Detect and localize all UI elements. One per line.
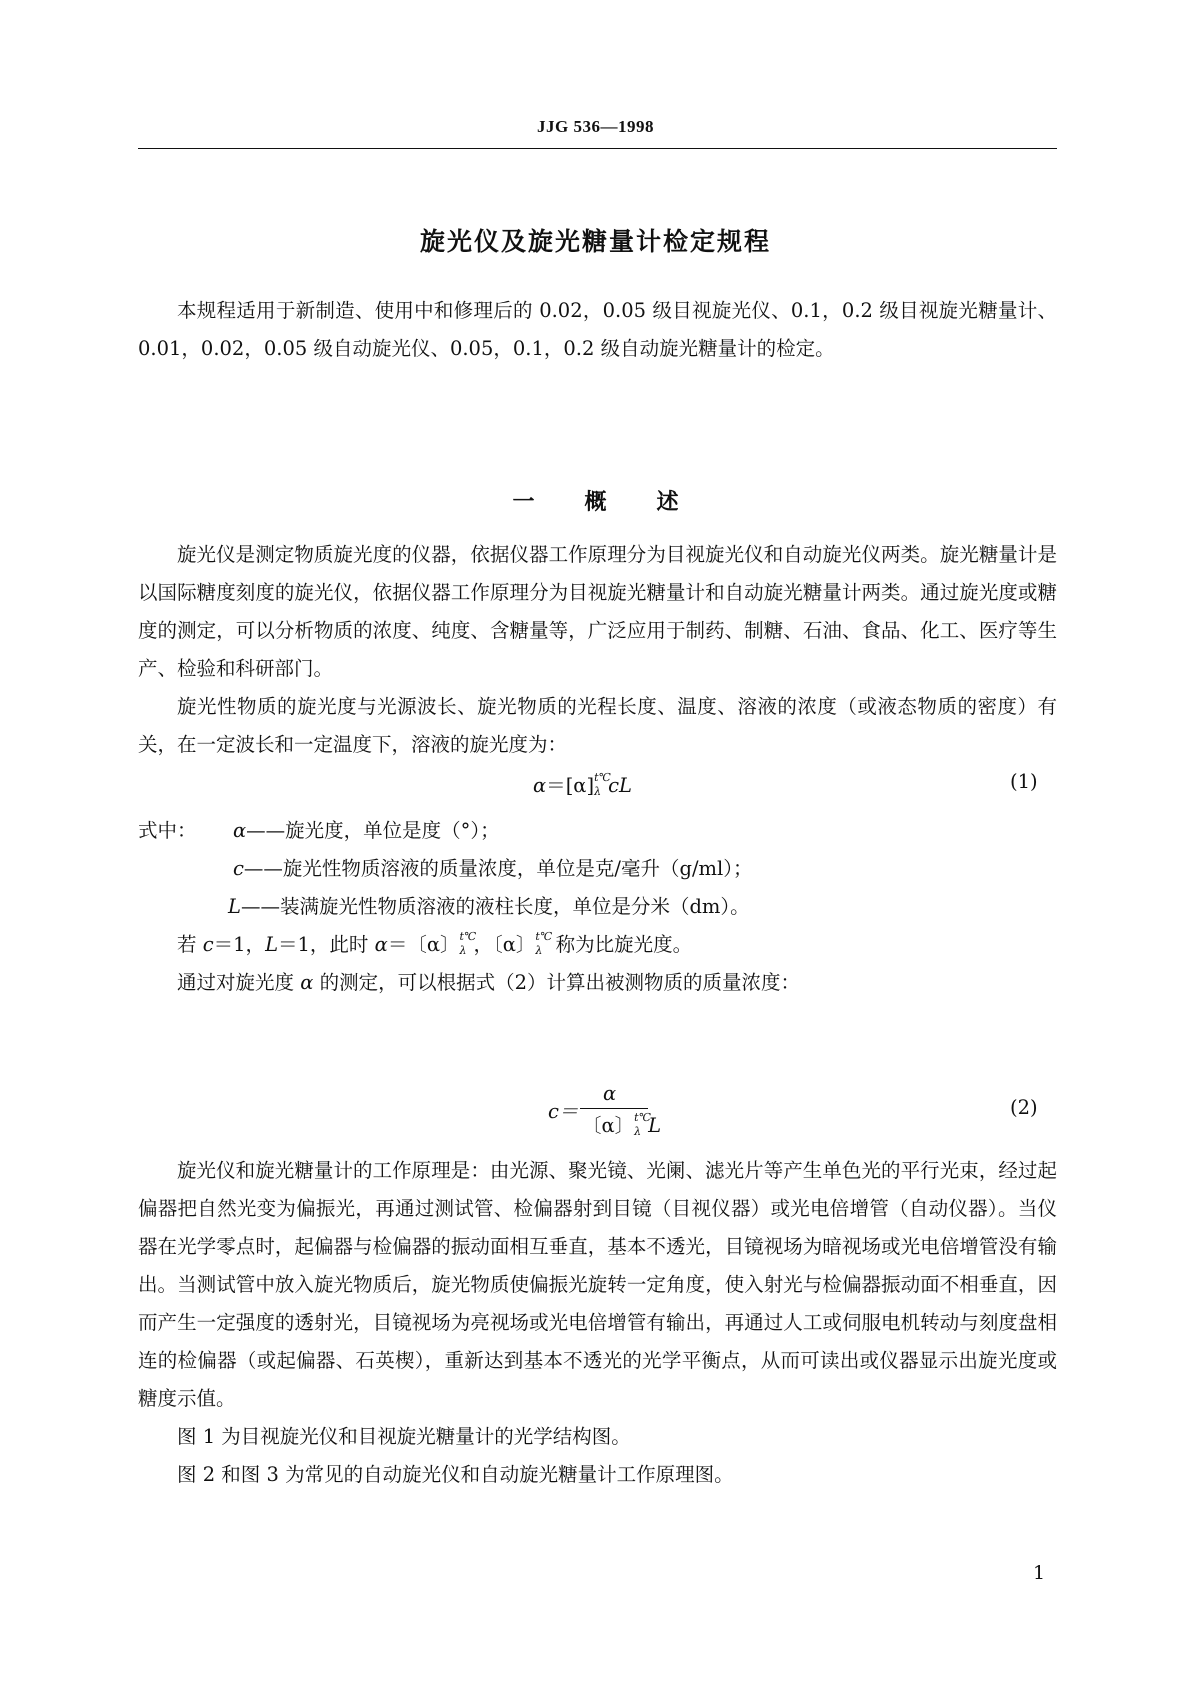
section-heading bbox=[0, 485, 1191, 516]
overview-paragraph-1: 旋光仪是测定物质旋光度的仪器，依据仪器工作原理分为目视旋光仪和自动旋光仪两类。旋光糖量计是以国际糖度刻度的旋光仪，依据仪器工作原理分为目视旋光糖量计和自动旋光糖量计两类。通过旋光度或糖度的测定，可以分析物质的浓度、纯度、含糖量等，广泛应用于制药、制糖、石油、食品、化工、医疗等生产、检验和科研部门。 bbox=[138, 543, 1057, 680]
text-run: ＝〔α〕 bbox=[387, 933, 460, 956]
overview-paragraph-2: 旋光性物质的旋光度与光源波长、旋光物质的光程长度、温度、溶液的浓度（或液态物质的密度）有关，在一定波长和一定温度下，溶液的旋光度为： bbox=[138, 695, 1057, 756]
symbol-L: L bbox=[265, 933, 279, 956]
eq2-lhs bbox=[548, 1096, 578, 1124]
legend-label: 式中： bbox=[138, 819, 197, 842]
text-run: ，〔α〕 bbox=[473, 933, 536, 956]
specific-rotation-line bbox=[177, 929, 692, 957]
document-code-header: JJG 536—1998 bbox=[537, 117, 654, 136]
text-run: 若 bbox=[177, 933, 197, 956]
sup: t℃ bbox=[535, 929, 553, 943]
eq2-lhs-text: c＝ bbox=[548, 1100, 579, 1123]
indices bbox=[535, 929, 553, 957]
eq1-sup: t℃ bbox=[594, 770, 611, 784]
legend-text: 旋光度，单位是度（°）； bbox=[285, 819, 500, 842]
text-run: ＝1，此时 bbox=[278, 933, 369, 956]
eq1-equals: ＝ bbox=[546, 774, 566, 797]
scope-paragraph: 本规程适用于新制造、使用中和修理后的 0.02，0.05 级目视旋光仪、0.1，0.2 级目视旋光糖量计、0.01，0.02，0.05 级自动旋光仪、0.05，0.1，0.2 级自动旋光糖量计的检定。 bbox=[138, 299, 1057, 360]
equation-1-number: (1) bbox=[1010, 770, 1038, 793]
page-number: 1 bbox=[1033, 1562, 1046, 1584]
indices bbox=[459, 929, 477, 957]
eq1-indices bbox=[594, 770, 611, 798]
legend-symbol: α bbox=[233, 819, 247, 842]
fraction-bar bbox=[580, 1108, 648, 1109]
legend-item-L bbox=[228, 891, 750, 919]
text-run: ＝1， bbox=[213, 933, 266, 956]
legend-dash: —— bbox=[243, 857, 283, 880]
legend-symbol: L bbox=[228, 895, 241, 918]
eq2-sub: λ bbox=[634, 1124, 642, 1138]
legend-item-c bbox=[233, 853, 753, 881]
figure-2-3-note: 图 2 和图 3 为常见的自动旋光仪和自动旋光糖量计工作原理图。 bbox=[177, 1463, 734, 1486]
eq1-sub: λ bbox=[594, 784, 602, 798]
legend-dash: —— bbox=[240, 895, 280, 918]
sub: λ bbox=[459, 943, 467, 957]
header-rule bbox=[138, 148, 1057, 149]
legend-dash: —— bbox=[246, 819, 286, 842]
symbol-c: c bbox=[202, 933, 214, 956]
eq2-sup: t℃ bbox=[634, 1110, 651, 1124]
symbol-alpha: α bbox=[300, 971, 314, 994]
eq1-lhs: α bbox=[533, 774, 547, 797]
section-title-part1: 概 bbox=[584, 490, 607, 515]
figure-1-note: 图 1 为目视旋光仪和目视旋光糖量计的光学结构图。 bbox=[177, 1425, 631, 1448]
section-number: 一 bbox=[512, 490, 535, 515]
equation-1 bbox=[533, 770, 632, 798]
eq2-denominator bbox=[582, 1110, 661, 1138]
legend-symbol: c bbox=[233, 857, 244, 880]
section-title-part2: 述 bbox=[656, 490, 679, 515]
eq1-rhs: cL bbox=[608, 774, 632, 797]
legend-text: 装满旋光性物质溶液的液柱长度，单位是分米（dm）。 bbox=[279, 895, 750, 918]
eq2-den-bracket: 〔α〕 bbox=[582, 1114, 635, 1137]
sub: λ bbox=[535, 943, 543, 957]
symbol-alpha: α bbox=[374, 933, 388, 956]
eq1-bracket: [α] bbox=[565, 774, 595, 797]
text-run: 通过对旋光度 bbox=[177, 971, 295, 994]
eq2-den-L: L bbox=[648, 1114, 662, 1137]
document-title: 旋光仪及旋光糖量计检定规程 bbox=[419, 227, 771, 256]
equation-2-number: (2) bbox=[1010, 1096, 1038, 1119]
text-run: 称为比旋光度。 bbox=[555, 933, 693, 956]
text-run: 的测定，可以根据式（2）计算出被测物质的质量浓度： bbox=[319, 971, 801, 994]
legend-text: 旋光性物质溶液的质量浓度，单位是克/毫升（g/ml）； bbox=[282, 857, 753, 880]
eq2-numerator: α bbox=[603, 1082, 617, 1105]
sup: t℃ bbox=[459, 929, 477, 943]
eq2-indices bbox=[634, 1110, 651, 1138]
principle-paragraph: 旋光仪和旋光糖量计的工作原理是：由光源、聚光镜、光阑、滤光片等产生单色光的平行光束，经过起偏器把自然光变为偏振光，再通过测试管、检偏器射到目镜（目视仪器）或光电倍增管（自动仪器）。当仪器在光学零点时，起偏器与检偏器的振动面相互垂直，基本不透光，目镜视场为暗视场或光电倍增管没有输出。当测试管中放入旋光物质后，旋光物质使偏振光旋转一定角度，使入射光与检偏器振动面不相垂直，因而产生一定强度的透射光，目镜视场为亮视场或光电倍增管有输出，再通过人工或伺服电机转动与刻度盘相连的检偏器（或起偏器、石英楔），重新达到基本不透光的光学平衡点，从而可读出或仪器显示出旋光度或糖度示值。 bbox=[138, 1159, 1057, 1410]
legend-item-alpha bbox=[233, 815, 500, 843]
mass-concentration-line bbox=[177, 967, 800, 995]
